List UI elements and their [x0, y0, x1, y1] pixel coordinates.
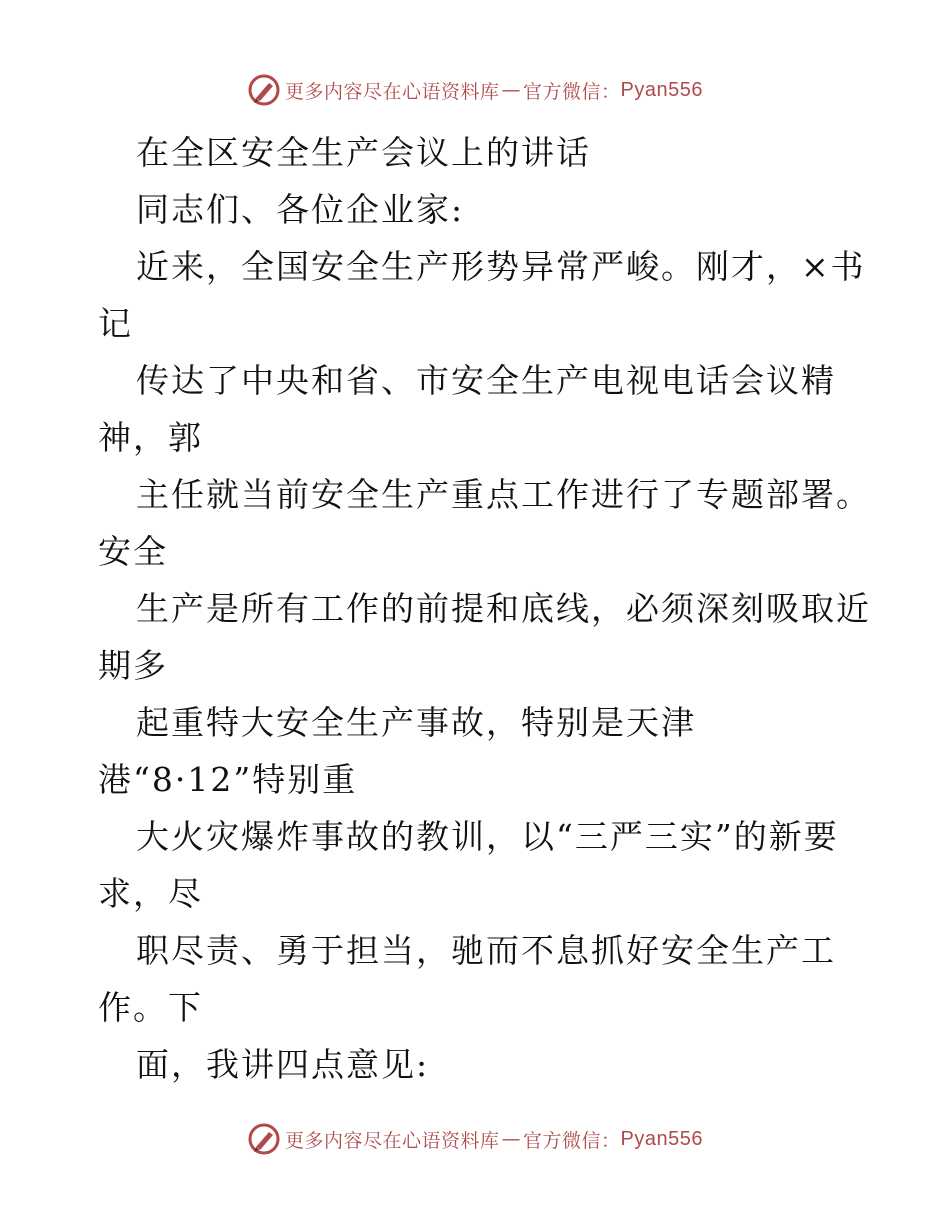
doc-line: 期多	[98, 646, 168, 685]
doc-line: 面，我讲四点意见:	[136, 1045, 430, 1084]
doc-line: 港“8·12”特别重	[98, 760, 358, 799]
watermark-header	[0, 70, 950, 110]
watermark-handle: Pyan556	[620, 78, 703, 101]
doc-line: 大火灾爆炸事故的教训，以“三严三实”的新要	[136, 817, 839, 856]
watermark-handle: Pyan556	[620, 1127, 703, 1150]
doc-line: 同志们、各位企业家:	[136, 190, 465, 229]
doc-line: 求，尽	[98, 874, 203, 913]
doc-line: 记	[98, 304, 133, 343]
watermark-dash: —	[501, 79, 522, 101]
doc-line: 主任就当前安全生产重点工作进行了专题部署。	[136, 475, 871, 514]
watermark-text: 更多内容尽在心语资料库	[285, 1129, 500, 1152]
doc-line: 职尽责、勇于担当，驰而不息抓好安全生产工	[136, 931, 836, 970]
watermark-wechat-label: 官方微信：	[523, 80, 621, 103]
doc-line: 神，郭	[98, 418, 203, 457]
watermark-footer	[0, 1119, 950, 1159]
pen-logo-icon	[247, 73, 281, 107]
doc-line: 起重特大安全生产事故，特别是天津	[136, 703, 696, 742]
watermark-wechat-label: 官方微信：	[523, 1129, 621, 1152]
watermark-dash: —	[501, 1128, 522, 1150]
watermark-text: 更多内容尽在心语资料库	[285, 80, 500, 103]
doc-title: 在全区安全生产会议上的讲话	[136, 133, 591, 172]
doc-line: 生产是所有工作的前提和底线，必须深刻吸取近	[136, 589, 871, 628]
doc-line: 近来，全国安全生产形势异常严峻。刚才，×书	[136, 247, 866, 286]
doc-line: 作。下	[98, 988, 203, 1027]
document-body	[98, 124, 898, 1093]
doc-line: 传达了中央和省、市安全生产电视电话会议精	[136, 361, 836, 400]
pen-logo-icon	[247, 1122, 281, 1156]
doc-line: 安全	[98, 532, 168, 571]
